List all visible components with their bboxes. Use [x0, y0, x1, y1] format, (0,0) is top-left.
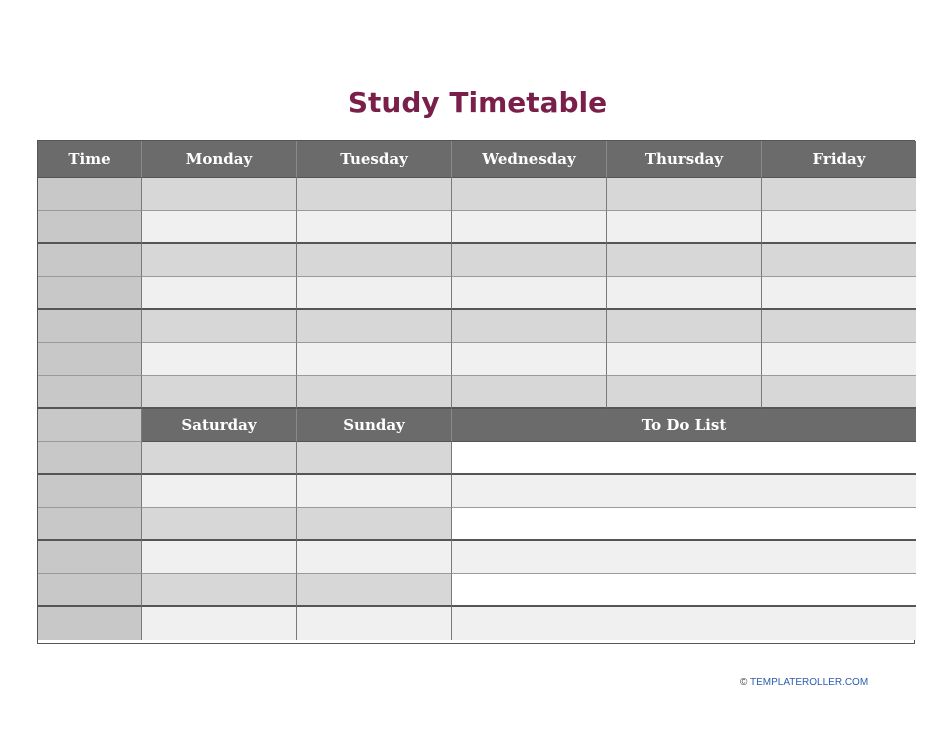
weekday-slot-cell[interactable] — [142, 277, 297, 310]
weekday-slot-cell[interactable] — [762, 277, 916, 310]
weekday-slot-cell[interactable] — [142, 376, 297, 409]
weekday-slot-cell[interactable] — [607, 244, 762, 277]
weekend-slot-cell[interactable] — [142, 442, 297, 475]
weekday-slot-cell[interactable] — [297, 178, 452, 211]
header-wednesday: Wednesday — [452, 141, 607, 178]
weekday-slot-cell[interactable] — [762, 244, 916, 277]
header-time: Time — [38, 141, 142, 178]
header-thursday: Thursday — [607, 141, 762, 178]
weekday-slot-cell[interactable] — [762, 211, 916, 244]
weekday-slot-cell[interactable] — [452, 211, 607, 244]
time-slot-cell[interactable] — [38, 310, 142, 343]
todo-list-row[interactable] — [452, 541, 916, 574]
weekday-slot-cell[interactable] — [607, 211, 762, 244]
copyright-symbol: © — [740, 677, 748, 688]
weekday-slot-cell[interactable] — [607, 376, 762, 409]
weekday-slot-cell[interactable] — [297, 376, 452, 409]
weekend-slot-cell[interactable] — [142, 541, 297, 574]
time-slot-cell[interactable] — [38, 211, 142, 244]
time-slot-cell[interactable] — [38, 409, 142, 442]
weekday-slot-cell[interactable] — [452, 310, 607, 343]
weekday-slot-cell[interactable] — [142, 310, 297, 343]
weekday-slot-cell[interactable] — [452, 277, 607, 310]
todo-list-row[interactable] — [452, 442, 916, 475]
weekday-slot-cell[interactable] — [607, 178, 762, 211]
weekend-slot-cell[interactable] — [297, 442, 452, 475]
weekday-slot-cell[interactable] — [762, 310, 916, 343]
weekend-slot-cell[interactable] — [297, 607, 452, 640]
time-slot-cell[interactable] — [38, 541, 142, 574]
footer-credit — [740, 677, 868, 688]
time-slot-cell[interactable] — [38, 475, 142, 508]
header-todo-list: To Do List — [452, 409, 916, 442]
time-slot-cell[interactable] — [38, 178, 142, 211]
header-saturday: Saturday — [142, 409, 297, 442]
weekday-slot-cell[interactable] — [607, 310, 762, 343]
weekday-slot-cell[interactable] — [297, 211, 452, 244]
weekday-slot-cell[interactable] — [607, 277, 762, 310]
weekday-slot-cell[interactable] — [452, 244, 607, 277]
weekday-slot-cell[interactable] — [297, 244, 452, 277]
time-slot-cell[interactable] — [38, 508, 142, 541]
weekday-slot-cell[interactable] — [762, 376, 916, 409]
weekend-slot-cell[interactable] — [142, 508, 297, 541]
time-slot-cell[interactable] — [38, 574, 142, 607]
weekday-slot-cell[interactable] — [452, 343, 607, 376]
weekday-slot-cell[interactable] — [142, 211, 297, 244]
weekday-slot-cell[interactable] — [142, 343, 297, 376]
todo-list-row[interactable] — [452, 508, 916, 541]
weekend-slot-cell[interactable] — [142, 574, 297, 607]
weekend-slot-cell[interactable] — [142, 607, 297, 640]
weekday-slot-cell[interactable] — [452, 376, 607, 409]
header-monday: Monday — [142, 141, 297, 178]
todo-list-row[interactable] — [452, 607, 916, 640]
page-title: Study Timetable — [347, 86, 608, 119]
time-slot-cell[interactable] — [38, 607, 142, 640]
weekend-slot-cell[interactable] — [142, 475, 297, 508]
header-tuesday: Tuesday — [297, 141, 452, 178]
weekday-slot-cell[interactable] — [142, 178, 297, 211]
time-slot-cell[interactable] — [38, 376, 142, 409]
time-slot-cell[interactable] — [38, 244, 142, 277]
todo-list-row[interactable] — [452, 475, 916, 508]
weekday-slot-cell[interactable] — [297, 343, 452, 376]
header-friday: Friday — [762, 141, 916, 178]
weekday-slot-cell[interactable] — [607, 343, 762, 376]
weekday-slot-cell[interactable] — [762, 178, 916, 211]
timetable-grid — [37, 140, 915, 644]
weekday-slot-cell[interactable] — [142, 244, 297, 277]
todo-list-row[interactable] — [452, 574, 916, 607]
weekday-slot-cell[interactable] — [297, 310, 452, 343]
header-sunday: Sunday — [297, 409, 452, 442]
time-slot-cell[interactable] — [38, 442, 142, 475]
time-slot-cell[interactable] — [38, 343, 142, 376]
weekend-slot-cell[interactable] — [297, 508, 452, 541]
weekday-slot-cell[interactable] — [762, 343, 916, 376]
time-slot-cell[interactable] — [38, 277, 142, 310]
weekend-slot-cell[interactable] — [297, 541, 452, 574]
weekday-slot-cell[interactable] — [297, 277, 452, 310]
footer-site-link[interactable]: TEMPLATEROLLER.COM — [749, 677, 869, 688]
weekday-slot-cell[interactable] — [452, 178, 607, 211]
weekend-slot-cell[interactable] — [297, 574, 452, 607]
weekend-slot-cell[interactable] — [297, 475, 452, 508]
